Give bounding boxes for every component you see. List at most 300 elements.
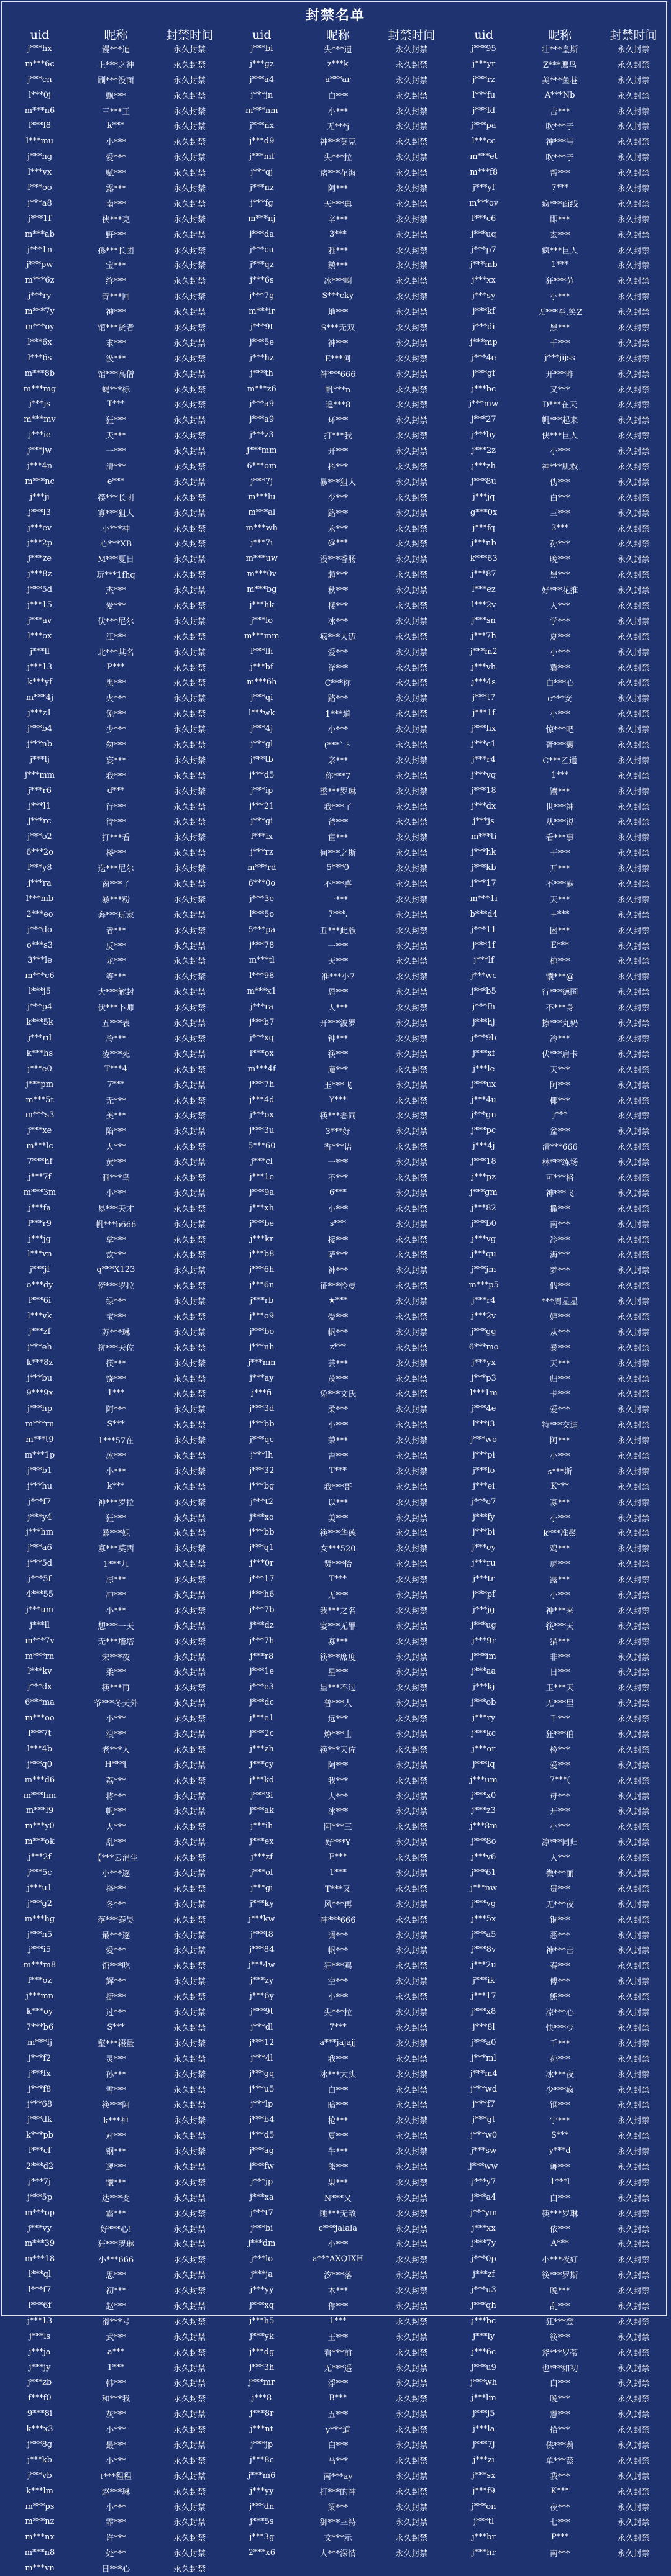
row-uid: j***cu — [249, 245, 274, 255]
row-ban-time: 永久封禁 — [173, 277, 206, 287]
row-uid: l***6x — [27, 337, 52, 347]
table-row — [447, 2082, 669, 2097]
table-row — [2, 1246, 224, 1262]
table-row — [2, 1061, 224, 1077]
table-row — [224, 196, 446, 211]
table-row — [224, 2035, 446, 2051]
table-row — [447, 907, 669, 922]
row-uid: j***wo — [470, 1435, 497, 1445]
row-nickname: T*** — [107, 399, 125, 409]
row-nickname: 冷*** — [106, 1034, 126, 1044]
row-nickname: 1*** — [329, 1868, 347, 1878]
row-nickname: 荣*** — [327, 1436, 349, 1446]
row-ban-time: 永久封禁 — [617, 2225, 650, 2234]
row-uid: j***32 — [249, 1466, 275, 1476]
row-ban-time: 永久封禁 — [173, 138, 206, 148]
row-ban-time: 永久封禁 — [395, 1576, 428, 1585]
row-ban-time: 永久封禁 — [173, 1204, 206, 1214]
row-uid: j***by — [472, 430, 496, 440]
row-nickname: 无***墙塔 — [98, 1637, 134, 1647]
row-ban-time: 永久封禁 — [173, 1189, 206, 1199]
row-nickname: 特***交迪 — [541, 1421, 578, 1431]
row-ban-time: 永久封禁 — [617, 973, 650, 982]
table-row — [2, 57, 224, 72]
table-row — [2, 366, 224, 381]
row-ban-time: 永久封禁 — [395, 1143, 428, 1153]
row-uid: j***bc — [472, 2316, 496, 2326]
row-ban-time: 永久封禁 — [617, 818, 650, 828]
row-ban-time: 永久封禁 — [173, 2302, 206, 2311]
table-row — [447, 489, 669, 505]
row-nickname: 筷*** — [106, 1359, 126, 1369]
table-row — [447, 2205, 669, 2221]
row-ban-time: 永久封禁 — [173, 1653, 206, 1662]
row-uid: j***f7 — [28, 1497, 52, 1507]
row-ban-time: 永久封禁 — [395, 261, 428, 271]
row-nickname: 伪*** — [549, 478, 570, 488]
row-uid: j***pm — [25, 1079, 54, 1089]
row-nickname: 文***示 — [324, 2534, 352, 2544]
row-uid: 3***le — [27, 956, 52, 966]
table-row — [447, 1401, 669, 1417]
row-ban-time: 永久封禁 — [617, 926, 650, 936]
row-uid: j***p3 — [471, 1373, 496, 1383]
row-nickname: 开*** — [549, 864, 570, 874]
table-row — [2, 1571, 224, 1587]
row-ban-time: 永久封禁 — [617, 370, 650, 379]
table-row — [2, 72, 224, 88]
row-uid: j***ry — [28, 291, 52, 301]
row-uid: j***17 — [471, 1992, 496, 2002]
row-nickname: 鹅*** — [327, 261, 349, 271]
row-nickname: 人*** — [327, 1004, 349, 1014]
row-ban-time: 永久封禁 — [395, 1498, 428, 1508]
row-nickname: 诸***花海 — [319, 169, 357, 179]
row-ban-time: 永久封禁 — [173, 1266, 206, 1276]
table-row — [2, 536, 224, 551]
table-row — [224, 2205, 446, 2221]
row-nickname: 五*** — [327, 2410, 349, 2420]
row-ban-time: 永久封禁 — [173, 447, 206, 457]
row-nickname: 鸡*** — [549, 1544, 570, 1554]
row-uid: l***5o — [249, 909, 275, 919]
header-uid: uid — [474, 27, 493, 41]
table-row — [2, 211, 224, 227]
row-nickname: 初*** — [106, 2287, 126, 2297]
row-ban-time: 永久封禁 — [173, 2039, 206, 2049]
row-uid: m***l9 — [25, 1806, 54, 1816]
table-row — [224, 2020, 446, 2035]
row-uid: j***b5 — [471, 987, 496, 997]
table-row — [2, 1757, 224, 1772]
row-nickname: 行*** — [106, 802, 126, 812]
row-uid: m***lc — [26, 1141, 53, 1151]
row-nickname: 馆***高僧 — [98, 370, 134, 379]
row-uid: j***d9 — [249, 137, 275, 147]
row-nickname: 小***夜好 — [541, 2256, 578, 2265]
row-uid: j***xe — [27, 1126, 52, 1136]
row-nickname: 小*** — [327, 1993, 349, 2003]
row-ban-time: 永久封禁 — [395, 1854, 428, 1864]
row-nickname: 小*** — [106, 1189, 126, 1199]
row-nickname: 筷***恶同 — [319, 1112, 357, 1122]
row-ban-time: 永久封禁 — [173, 215, 206, 225]
table-row — [447, 1061, 669, 1077]
row-uid: m***7v — [25, 1636, 55, 1646]
row-uid: j***f9 — [472, 2486, 495, 2496]
row-uid: j***mp — [470, 337, 498, 347]
row-uid: j***zf — [29, 1327, 51, 1336]
row-ban-time: 永久封禁 — [173, 679, 206, 689]
table-row — [447, 458, 669, 474]
row-ban-time: 永久封禁 — [173, 1081, 206, 1091]
row-ban-time: 永久封禁 — [173, 416, 206, 426]
row-ban-time: 永久封禁 — [617, 895, 650, 905]
row-uid: j***ev — [27, 523, 52, 533]
row-ban-time: 永久封禁 — [173, 895, 206, 905]
row-ban-time: 永久封禁 — [173, 2023, 206, 2033]
row-uid: j***t7 — [472, 693, 496, 703]
row-uid: j***xq — [249, 1033, 274, 1043]
table-row — [447, 2421, 669, 2437]
row-nickname: 霸*** — [106, 2209, 126, 2219]
table-row — [447, 505, 669, 520]
row-uid: l***98 — [249, 971, 275, 981]
row-uid: j***ie — [29, 430, 51, 440]
table-row — [447, 2545, 669, 2560]
table-row — [447, 1834, 669, 1849]
table-row — [224, 88, 446, 103]
table-row — [224, 72, 446, 88]
row-nickname: 不*** — [327, 1173, 349, 1183]
row-nickname: 没***香肠 — [319, 555, 357, 565]
row-uid: j***e0 — [27, 1064, 52, 1074]
table-row — [2, 1587, 224, 1602]
row-uid: j***pz — [472, 1172, 496, 1182]
row-nickname: 荔*** — [106, 1776, 126, 1786]
row-uid: j***68 — [27, 2100, 53, 2110]
row-nickname: 狂*** — [106, 1513, 126, 1523]
table-row — [447, 2499, 669, 2515]
row-nickname: 冲*** — [106, 1591, 126, 1600]
row-ban-time: 永久封禁 — [617, 138, 650, 148]
row-uid: l***vk — [27, 1311, 52, 1321]
row-ban-time: 永久封禁 — [395, 1034, 428, 1044]
row-uid: j***p7 — [471, 245, 496, 255]
row-nickname: 牛*** — [327, 2147, 349, 2157]
row-uid: j***7f — [28, 1172, 52, 1182]
row-nickname: 寡*** — [549, 1498, 570, 1508]
row-ban-time: 永久封禁 — [617, 1807, 650, 1817]
row-ban-time: 永久封禁 — [173, 1807, 206, 1817]
row-ban-time: 永久封禁 — [173, 2256, 206, 2265]
row-nickname: 兔***文氏 — [319, 1390, 357, 1400]
row-uid: j***cy — [250, 1759, 274, 1769]
row-uid: j***gm — [470, 1187, 498, 1197]
row-ban-time: 永久封禁 — [617, 1451, 650, 1461]
row-ban-time: 永久封禁 — [617, 1220, 650, 1230]
row-ban-time: 永久封禁 — [617, 1946, 650, 1956]
table-row — [2, 2545, 224, 2560]
table-row — [447, 350, 669, 366]
row-uid: m***d6 — [24, 1775, 55, 1785]
row-uid: j***gq — [249, 2069, 275, 2079]
row-ban-time: 永久封禁 — [395, 2364, 428, 2374]
row-uid: j***gi — [250, 817, 273, 827]
row-uid: j***3h — [249, 2362, 275, 2372]
row-nickname: 爱*** — [106, 602, 126, 611]
table-row — [447, 1015, 669, 1030]
row-nickname: 开***波罗 — [319, 1019, 357, 1029]
row-uid: m***z6 — [247, 384, 276, 394]
table-row — [2, 1448, 224, 1463]
row-uid: j***e7 — [471, 1497, 496, 1507]
row-nickname: 神*** — [327, 338, 349, 348]
row-ban-time: 永久封禁 — [617, 1004, 650, 1014]
row-uid: j***3g — [249, 2533, 275, 2542]
row-nickname: ★*** — [328, 1296, 348, 1306]
row-ban-time: 永久封禁 — [617, 1792, 650, 1802]
row-ban-time: 永久封禁 — [173, 107, 206, 117]
row-ban-time: 永久封禁 — [617, 648, 650, 658]
row-ban-time: 永久封禁 — [173, 1065, 206, 1075]
table-row — [224, 845, 446, 860]
row-ban-time: 永久封禁 — [173, 1467, 206, 1477]
row-uid: j***9a — [249, 1187, 275, 1197]
row-ban-time: 永久封禁 — [617, 1513, 650, 1523]
row-nickname: 小*** — [106, 1467, 126, 1477]
row-uid: m***vn — [25, 2564, 55, 2574]
row-nickname: 白*** — [327, 2085, 349, 2095]
table-row — [2, 2035, 224, 2051]
row-nickname: 馕*** — [549, 787, 570, 797]
row-uid: l***l8 — [28, 121, 52, 131]
row-uid: j***4j — [250, 724, 273, 734]
table-header-row — [224, 26, 446, 41]
row-uid: j***uq — [471, 229, 496, 239]
row-ban-time: 永久封禁 — [173, 478, 206, 488]
row-ban-time: 永久封禁 — [173, 586, 206, 596]
table-row — [224, 2360, 446, 2375]
row-nickname: a*** — [107, 2347, 125, 2357]
row-ban-time: 永久封禁 — [173, 1776, 206, 1786]
table-row — [224, 103, 446, 119]
table-row — [447, 536, 669, 551]
row-ban-time: 永久封禁 — [617, 2023, 650, 2033]
row-nickname: M***夏日 — [98, 555, 134, 565]
table-row — [2, 2515, 224, 2530]
row-ban-time: 永久封禁 — [395, 1977, 428, 1987]
row-ban-time: 永久封禁 — [173, 293, 206, 302]
row-nickname: 也***如初 — [541, 2364, 578, 2374]
row-ban-time: 永久封禁 — [395, 988, 428, 998]
row-nickname: 露*** — [549, 1576, 570, 1585]
row-uid: l***kv — [27, 1667, 52, 1677]
table-row — [447, 1896, 669, 1912]
row-nickname: 椰*** — [549, 1096, 570, 1106]
row-ban-time: 永久封禁 — [617, 2364, 650, 2374]
row-nickname: 等*** — [106, 973, 126, 982]
row-uid: l***ql — [28, 2270, 52, 2280]
table-row — [224, 891, 446, 907]
row-uid: j***7y — [472, 2239, 496, 2249]
row-nickname: 小*** — [549, 1591, 570, 1600]
row-ban-time: 永久封禁 — [173, 2426, 206, 2436]
row-uid: j***gl — [250, 740, 273, 750]
row-ban-time: 永久封禁 — [173, 354, 206, 364]
row-ban-time: 永久封禁 — [173, 648, 206, 658]
row-nickname: 开***昨 — [545, 370, 574, 379]
row-ban-time: 永久封禁 — [173, 1482, 206, 1492]
row-nickname: 熊*** — [549, 1993, 570, 2003]
row-uid: j***zy — [250, 1976, 274, 1986]
table-row — [2, 1525, 224, 1541]
row-nickname: 对*** — [106, 2132, 126, 2142]
row-ban-time: 永久封禁 — [173, 849, 206, 859]
table-header-row — [2, 26, 224, 41]
table-row — [447, 1432, 669, 1448]
row-uid: j***ra — [28, 879, 52, 889]
row-ban-time: 永久封禁 — [173, 988, 206, 998]
row-nickname: 苏***琳 — [101, 1328, 130, 1338]
table-row — [2, 1262, 224, 1277]
row-ban-time: 永久封禁 — [617, 957, 650, 967]
row-uid: j***84 — [249, 1945, 275, 1955]
table-row — [447, 41, 669, 57]
table-row — [224, 829, 446, 845]
row-ban-time: 永久封禁 — [173, 1374, 206, 1384]
row-nickname: 我*** — [327, 1776, 349, 1786]
row-uid: j***jy — [29, 2362, 51, 2372]
table-row — [447, 1154, 669, 1169]
table-row — [447, 891, 669, 907]
row-nickname: 你***7 — [325, 771, 351, 781]
row-uid: j***dg — [249, 2347, 275, 2357]
table-row — [224, 1432, 446, 1448]
table-row — [2, 768, 224, 783]
row-ban-time: 永久封禁 — [173, 1560, 206, 1570]
row-uid: j***9r — [472, 1636, 496, 1646]
row-ban-time: 永久封禁 — [395, 323, 428, 333]
table-row — [2, 489, 224, 505]
table-row — [2, 582, 224, 597]
row-ban-time: 永久封禁 — [173, 1900, 206, 1910]
table-row — [447, 2298, 669, 2313]
table-row — [447, 2004, 669, 2020]
row-nickname: 小***666 — [98, 2256, 134, 2265]
row-ban-time: 永久封禁 — [617, 401, 650, 410]
table-row — [2, 1015, 224, 1030]
row-ban-time: 永久封禁 — [173, 2008, 206, 2018]
row-ban-time: 永久封禁 — [173, 1684, 206, 1694]
row-ban-time: 永久封禁 — [173, 1112, 206, 1122]
table-row — [224, 551, 446, 566]
row-uid: j***9t — [250, 2007, 273, 2017]
row-ban-time: 永久封禁 — [173, 261, 206, 271]
row-nickname: 寡***狙人 — [98, 509, 134, 519]
row-nickname: 吉*** — [327, 1451, 349, 1461]
table-row — [224, 118, 446, 134]
table-row — [224, 2375, 446, 2390]
table-row — [224, 1046, 446, 1061]
table-row — [224, 2004, 446, 2020]
table-row — [224, 860, 446, 876]
table-row — [2, 227, 224, 242]
row-ban-time: 永久封禁 — [617, 756, 650, 766]
row-nickname: a***jajajj — [319, 2038, 357, 2048]
table-row — [2, 1169, 224, 1185]
row-ban-time: 永久封禁 — [617, 1823, 650, 1833]
row-uid: j***4l — [250, 2053, 273, 2063]
table-row — [224, 520, 446, 536]
row-ban-time: 永久封禁 — [173, 1390, 206, 1400]
row-nickname: 盆*** — [549, 1127, 570, 1137]
row-uid: j***mm — [247, 446, 277, 456]
row-uid: j***y7 — [472, 2177, 496, 2187]
row-ban-time: 永久封禁 — [617, 710, 650, 720]
row-nickname: S***cky — [322, 291, 354, 301]
table-row — [224, 1154, 446, 1169]
row-nickname: 看***前 — [324, 2348, 352, 2358]
row-ban-time: 永久封禁 — [617, 1266, 650, 1276]
row-ban-time: 永久封禁 — [395, 2348, 428, 2358]
table-row — [447, 968, 669, 984]
table-row — [224, 242, 446, 258]
row-uid: m***c6 — [25, 971, 55, 981]
row-ban-time: 永久封禁 — [173, 1993, 206, 2003]
row-nickname: 侠***克 — [101, 215, 130, 225]
table-row — [2, 242, 224, 258]
row-nickname: 暴***粉 — [101, 895, 130, 905]
row-uid: j***mn — [25, 1992, 54, 2002]
row-uid: j***hm — [25, 1528, 54, 1538]
table-row — [447, 2066, 669, 2082]
row-ban-time: 永久封禁 — [395, 416, 428, 426]
row-ban-time: 永久封禁 — [173, 926, 206, 936]
table-row — [447, 1556, 669, 1571]
row-uid: j***1f — [28, 214, 52, 224]
row-uid: j***vq — [472, 770, 496, 780]
row-uid: j***r8 — [250, 1651, 274, 1661]
row-uid: l***y8 — [27, 863, 52, 873]
row-uid: j***q0 — [27, 1759, 53, 1769]
row-ban-time: 永久封禁 — [395, 277, 428, 287]
row-nickname: H***[ — [104, 1759, 127, 1769]
row-ban-time: 永久封禁 — [617, 1467, 650, 1477]
row-uid: m***wh — [245, 523, 278, 533]
table-row — [224, 2143, 446, 2159]
row-uid: j***7j — [250, 476, 273, 486]
table-row — [2, 1401, 224, 1417]
row-nickname: 7***. — [327, 909, 348, 919]
row-uid: m***ab — [25, 229, 55, 239]
row-uid: j***hk — [471, 848, 496, 858]
table-row — [2, 2159, 224, 2174]
row-ban-time: 永久封禁 — [617, 1776, 650, 1786]
row-ban-time: 永久封禁 — [173, 153, 206, 163]
row-ban-time: 永久封禁 — [395, 432, 428, 442]
row-uid: j***fx — [29, 2069, 51, 2079]
row-ban-time: 永久封禁 — [173, 880, 206, 890]
row-uid: j***7i — [250, 538, 273, 548]
table-row — [224, 1943, 446, 1958]
row-nickname: 狂***登 — [545, 2317, 574, 2327]
table-row — [2, 1200, 224, 1216]
table-row — [2, 628, 224, 644]
row-ban-time: 永久封禁 — [617, 1576, 650, 1585]
row-nickname: 人*** — [327, 1792, 349, 1802]
row-uid: j***ym — [470, 2208, 498, 2218]
